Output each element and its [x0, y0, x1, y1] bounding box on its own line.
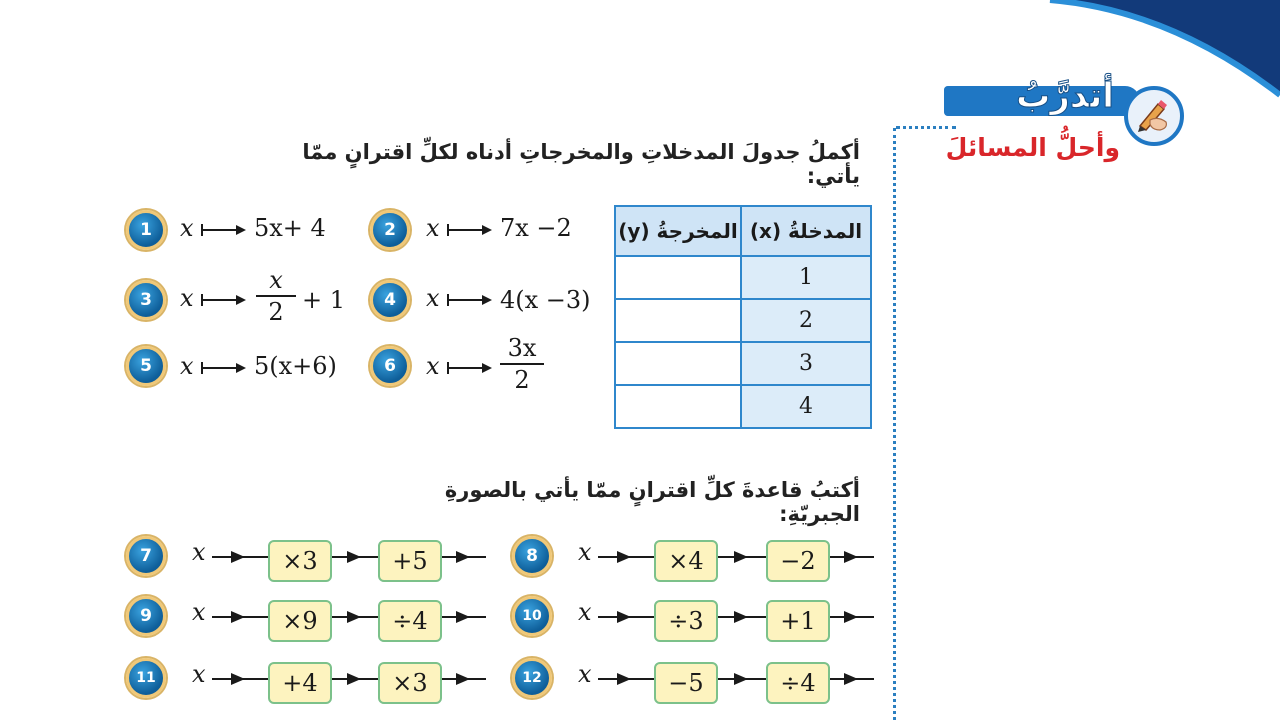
- problem-number-badge: 4: [370, 280, 410, 320]
- arrow-right-icon: [442, 672, 486, 686]
- domain-variable: x: [180, 284, 194, 312]
- input-output-table: [614, 205, 872, 429]
- pencil-hand-icon: [1124, 86, 1184, 146]
- machine-input-variable: x: [192, 660, 206, 688]
- domain-variable: x: [180, 214, 194, 242]
- arrow-right-icon: [718, 672, 766, 686]
- fraction-denominator: 2: [268, 298, 284, 326]
- fraction-numerator: x: [269, 266, 283, 294]
- output-cell[interactable]: [615, 299, 741, 342]
- domain-variable: x: [426, 284, 440, 312]
- fraction: [500, 334, 544, 394]
- arrow-right-icon: [332, 610, 378, 624]
- function-rule: 7x −2: [500, 214, 572, 242]
- operation-box: ÷4: [378, 600, 442, 642]
- dotted-divider-vertical: [893, 128, 896, 720]
- machine-input-variable: x: [578, 598, 592, 626]
- arrow-right-icon: [830, 550, 874, 564]
- input-cell: 2: [741, 299, 871, 342]
- operation-box: +1: [766, 600, 830, 642]
- maps-to-arrow-icon: [446, 360, 496, 376]
- arrow-right-icon: [830, 672, 874, 686]
- fraction-denominator: 2: [514, 366, 530, 394]
- operation-box: ÷4: [766, 662, 830, 704]
- instruction-table: أكملُ جدولَ المدخلاتِ والمخرجاتِ أدناه لكلِّ اقترانٍ ممّا يأتي:: [302, 140, 860, 188]
- arrow-right-icon: [212, 672, 268, 686]
- input-cell: 4: [741, 385, 871, 428]
- fraction-bar: [256, 295, 296, 297]
- function-rule: 4(x −3): [500, 286, 591, 314]
- arrow-right-icon: [442, 610, 486, 624]
- problem-number-badge: 3: [126, 280, 166, 320]
- page-subtitle: وأحلُّ المسائلَ: [945, 133, 1120, 162]
- fraction: [256, 266, 296, 326]
- function-rule: 5(x+6): [254, 352, 337, 380]
- dotted-divider-top: [896, 126, 956, 129]
- problem-number-badge: 9: [126, 596, 166, 636]
- problem-number-badge: 6: [370, 346, 410, 386]
- operation-box: −5: [654, 662, 718, 704]
- arrow-right-icon: [598, 672, 654, 686]
- function-rule-tail: + 1: [302, 286, 346, 314]
- arrow-right-icon: [332, 672, 378, 686]
- operation-box: ×9: [268, 600, 332, 642]
- operation-box: ÷3: [654, 600, 718, 642]
- operation-box: ×4: [654, 540, 718, 582]
- domain-variable: x: [426, 352, 440, 380]
- problem-number-badge: 7: [126, 536, 166, 576]
- machine-input-variable: x: [192, 598, 206, 626]
- problem-number-badge: 8: [512, 536, 552, 576]
- maps-to-arrow-icon: [200, 222, 250, 238]
- arrow-right-icon: [212, 610, 268, 624]
- input-cell: 3: [741, 342, 871, 385]
- output-cell[interactable]: [615, 342, 741, 385]
- arrow-right-icon: [718, 550, 766, 564]
- machine-input-variable: x: [578, 660, 592, 688]
- function-rule: 5x+ 4: [254, 214, 326, 242]
- machine-input-variable: x: [578, 538, 592, 566]
- table-header-output: المخرجةُ (y): [615, 206, 741, 256]
- arrow-right-icon: [598, 550, 654, 564]
- fraction-bar: [500, 363, 544, 365]
- output-cell[interactable]: [615, 385, 741, 428]
- page-title: أتدرَّبُ: [1016, 76, 1114, 116]
- problem-number-badge: 5: [126, 346, 166, 386]
- maps-to-arrow-icon: [446, 222, 496, 238]
- problem-number-badge: 11: [126, 658, 166, 698]
- fraction-numerator: 3x: [507, 334, 537, 362]
- problem-number-badge: 1: [126, 210, 166, 250]
- arrow-right-icon: [332, 550, 378, 564]
- instruction-rules: أكتبُ قاعدةَ كلِّ اقترانٍ ممّا يأتي بالصورةِ الجبريّةِ:: [444, 478, 860, 526]
- arrow-right-icon: [598, 610, 654, 624]
- arrow-right-icon: [830, 610, 874, 624]
- arrow-right-icon: [442, 550, 486, 564]
- arrow-right-icon: [718, 610, 766, 624]
- operation-box: −2: [766, 540, 830, 582]
- domain-variable: x: [426, 214, 440, 242]
- input-cell: 1: [741, 256, 871, 299]
- output-cell[interactable]: [615, 256, 741, 299]
- maps-to-arrow-icon: [200, 360, 250, 376]
- operation-box: ×3: [378, 662, 442, 704]
- machine-input-variable: x: [192, 538, 206, 566]
- operation-box: ×3: [268, 540, 332, 582]
- maps-to-arrow-icon: [200, 292, 250, 308]
- table-header-input: المدخلةُ (x): [741, 206, 871, 256]
- domain-variable: x: [180, 352, 194, 380]
- problem-number-badge: 2: [370, 210, 410, 250]
- arrow-right-icon: [212, 550, 268, 564]
- operation-box: +5: [378, 540, 442, 582]
- maps-to-arrow-icon: [446, 292, 496, 308]
- operation-box: +4: [268, 662, 332, 704]
- problem-number-badge: 10: [512, 596, 552, 636]
- problem-number-badge: 12: [512, 658, 552, 698]
